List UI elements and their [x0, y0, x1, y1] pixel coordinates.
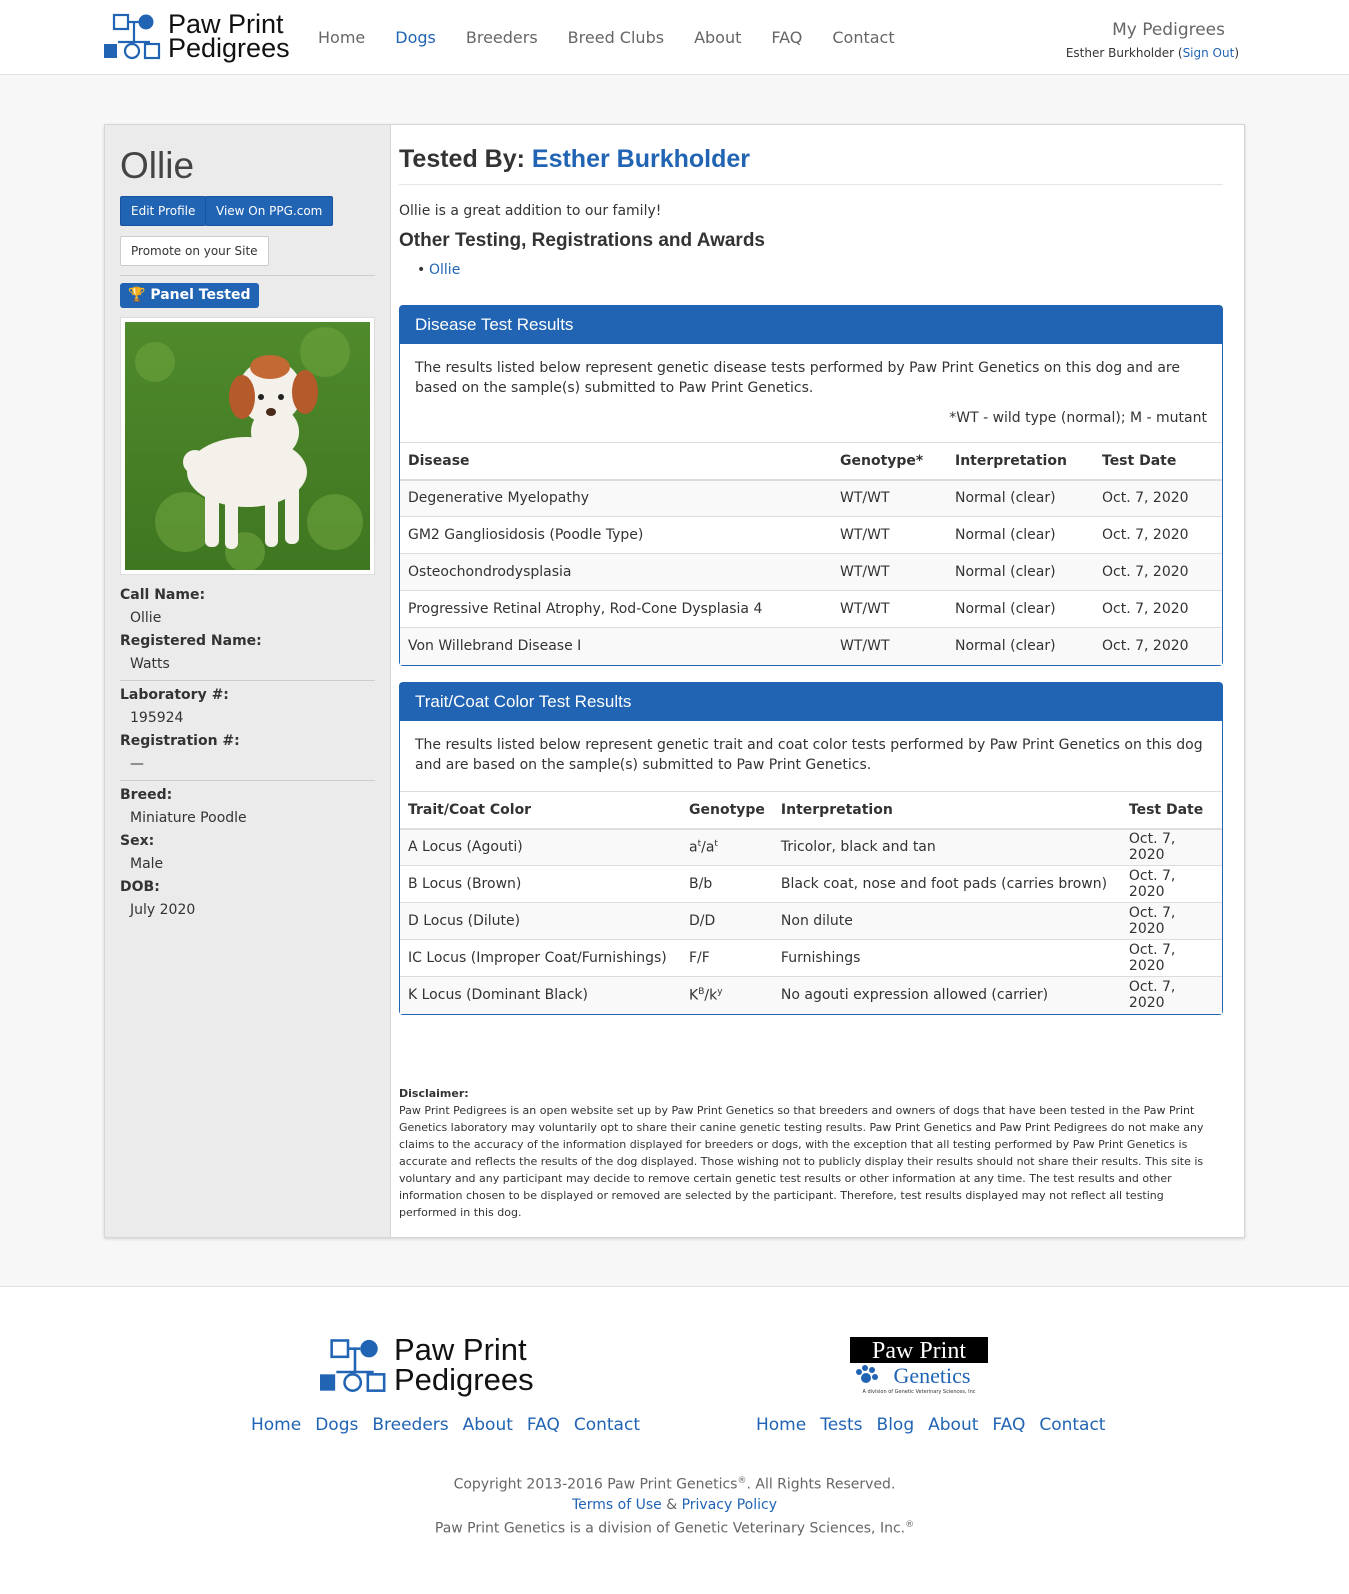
footer-ppg-blog[interactable]: Blog: [876, 1415, 915, 1435]
interpretation-cell: Normal (clear): [947, 628, 1094, 665]
trait-table: [400, 791, 1222, 1014]
footer-ppg-about[interactable]: About: [928, 1415, 979, 1435]
interpretation-cell: Tricolor, black and tan: [773, 829, 1121, 866]
table-row: [400, 829, 1222, 866]
other-testing-link[interactable]: • Ollie: [429, 262, 460, 278]
footer-nav-contact[interactable]: Contact: [573, 1415, 640, 1435]
account-area: [1066, 20, 1239, 60]
nav-breeders[interactable]: Breeders: [465, 28, 538, 47]
terms-link[interactable]: Terms of Use: [571, 1496, 662, 1513]
col-test-date: Test Date: [1094, 443, 1222, 480]
trait-cell: B Locus (Brown): [400, 866, 681, 903]
other-testing-heading: Other Testing, Registrations and Awards: [399, 230, 765, 251]
nav-dogs[interactable]: Dogs: [395, 28, 436, 47]
interpretation-cell: Normal (clear): [947, 480, 1094, 517]
disease-cell: Progressive Retinal Atrophy, Rod-Cone Dysplasia 4: [400, 591, 832, 628]
trait-cell: K Locus (Dominant Black): [400, 977, 681, 1014]
col-genotype: Genotype*: [832, 443, 947, 480]
dog-name: Ollie: [120, 145, 195, 186]
footer-genetics-nav: [756, 1415, 1119, 1435]
interpretation-cell: Furnishings: [773, 940, 1121, 977]
paw-icon: [856, 1365, 878, 1383]
registered-name-value: Watts: [130, 656, 170, 672]
table-row: [400, 940, 1222, 977]
genotype-cell: B/b: [681, 866, 773, 903]
footer-logo-text: [394, 1332, 534, 1397]
genotype-cell: F/F: [681, 940, 773, 977]
col-genotype: Genotype: [681, 792, 773, 829]
badge-label: Panel Tested: [150, 287, 251, 303]
my-pedigrees-link[interactable]: My Pedigrees: [1112, 20, 1225, 40]
dog-photo: [120, 317, 375, 575]
interpretation-cell: Normal (clear): [947, 591, 1094, 628]
sex-label: Sex:: [120, 833, 155, 849]
divider: [120, 275, 375, 276]
breed-label: Breed:: [120, 787, 173, 803]
date-cell: Oct. 7, 2020: [1094, 628, 1222, 665]
col-test-date: Test Date: [1121, 792, 1222, 829]
date-cell: Oct. 7, 2020: [1121, 903, 1222, 940]
top-navbar: [0, 0, 1349, 75]
edit-profile-button[interactable]: Edit Profile: [120, 196, 206, 226]
disease-cell: GM2 Gangliosidosis (Poodle Type): [400, 517, 832, 554]
view-on-ppg-button[interactable]: View On PPG.com: [205, 196, 333, 226]
col-trait: Trait/Coat Color: [400, 792, 681, 829]
divider: [120, 680, 375, 681]
date-cell: Oct. 7, 2020: [1094, 517, 1222, 554]
table-row: [400, 977, 1222, 1014]
legal-links: Terms of Use & Privacy Policy: [571, 1496, 778, 1513]
user-name: Esther Burkholder: [1065, 46, 1175, 60]
trait-intro: The results listed below represent genetic trait and coat color tests performed by Paw Print Genetics on this dog and are based on the sample(s) submitted to Paw Print Genetics.: [415, 737, 1203, 773]
genotype-cell: $a^t/a^t$: [681, 829, 773, 866]
trophy-icon: 🏆: [128, 287, 146, 303]
nav-breed-clubs[interactable]: Breed Clubs: [567, 28, 665, 47]
nav-contact[interactable]: Contact: [832, 28, 895, 47]
disease-intro: The results listed below represent genetic disease tests performed by Paw Print Genetics on this dog and are based on the sample(s) submitted to Paw Print Genetics.: [415, 360, 1180, 396]
col-disease: Disease: [400, 443, 832, 480]
tester-link[interactable]: Esther Burkholder: [531, 145, 751, 173]
trait-panel-title: Trait/Coat Color Test Results: [400, 683, 1222, 721]
nav-about[interactable]: About: [694, 28, 742, 47]
footer-ppg-faq[interactable]: FAQ: [992, 1415, 1026, 1435]
registration-label: Registration #:: [120, 733, 240, 749]
svg-text:Paw Print: Paw Print: [871, 1338, 967, 1364]
genotype-cell: WT/WT: [832, 591, 947, 628]
interpretation-cell: Normal (clear): [947, 517, 1094, 554]
dog-profile-card: [104, 124, 1245, 1238]
genotype-cell: WT/WT: [832, 628, 947, 665]
laboratory-value: 195924: [130, 710, 184, 726]
tested-by-heading: [399, 145, 1223, 185]
tested-by-label: Tested By:: [399, 145, 525, 173]
registration-value: —: [130, 756, 144, 772]
trait-cell: D Locus (Dilute): [400, 903, 681, 940]
date-cell: Oct. 7, 2020: [1094, 591, 1222, 628]
interpretation-cell: Normal (clear): [947, 554, 1094, 591]
logo-text: [168, 9, 290, 63]
nav-faq[interactable]: FAQ: [771, 28, 803, 47]
dog-description: Ollie is a great addition to our family!: [399, 203, 662, 219]
table-row: [400, 903, 1222, 940]
nav-home[interactable]: Home: [318, 28, 366, 47]
footer-nav-breeders[interactable]: Breeders: [372, 1415, 449, 1435]
disease-cell: Degenerative Myelopathy: [400, 480, 832, 517]
disclaimer-title: Disclaimer:: [399, 1087, 469, 1100]
disease-panel-title: Disease Test Results: [400, 306, 1222, 344]
table-row: [400, 866, 1222, 903]
footer-copyright: [0, 1471, 1349, 1538]
footer-pedigrees-logo[interactable]: [320, 1332, 534, 1397]
date-cell: Oct. 7, 2020: [1121, 866, 1222, 903]
footer-nav-dogs[interactable]: Dogs: [315, 1415, 359, 1435]
svg-text:A division of Genetic Veterina: A division of Genetic Veterinary Sciences, Inc: [862, 1389, 976, 1395]
genotype-cell: $K^B/k^y$: [681, 977, 773, 1014]
genotype-legend: *WT - wild type (normal); M - mutant: [949, 410, 1207, 426]
trait-panel-body: [400, 721, 1222, 791]
site-logo[interactable]: [104, 9, 290, 63]
table-row: [400, 480, 1222, 517]
svg-text:Genetics: Genetics: [893, 1363, 971, 1388]
footer-nav-about[interactable]: About: [462, 1415, 513, 1435]
date-cell: Oct. 7, 2020: [1121, 977, 1222, 1014]
footer-nav-faq[interactable]: FAQ: [526, 1415, 560, 1435]
trait-cell: IC Locus (Improper Coat/Furnishings): [400, 940, 681, 977]
copyright-line: Copyright 2013-2016 Paw Print Genetics®. All Rights Reserved.: [453, 1476, 896, 1493]
date-cell: Oct. 7, 2020: [1121, 940, 1222, 977]
registered-name-label: Registered Name:: [120, 633, 262, 649]
call-name-value: Ollie: [130, 610, 162, 626]
promote-button[interactable]: Promote on your Site: [120, 236, 269, 266]
logo-line-2: Pedigrees: [394, 1362, 534, 1397]
pedigree-logo-icon: [104, 12, 164, 60]
pedigree-logo-icon: [320, 1337, 390, 1393]
footer-ppg-tests[interactable]: Tests: [820, 1415, 863, 1435]
interpretation-cell: Black coat, nose and foot pads (carries brown): [773, 866, 1121, 903]
table-row: [400, 591, 1222, 628]
poodle-photo-image: [125, 322, 370, 570]
disclaimer: [399, 1085, 1215, 1221]
disease-cell: Von Willebrand Disease I: [400, 628, 832, 665]
col-interpretation: Interpretation: [947, 443, 1094, 480]
sign-out-link[interactable]: Sign Out: [1182, 46, 1235, 60]
logo-line-1: Paw Print: [394, 1332, 527, 1367]
trait-cell: A Locus (Agouti): [400, 829, 681, 866]
dob-value: July 2020: [130, 902, 196, 918]
logo-line-1: Paw Print: [168, 9, 284, 39]
footer-pedigrees-nav: [251, 1415, 654, 1435]
paw-print-genetics-logo-image: [850, 1337, 988, 1395]
genotype-cell: D/D: [681, 903, 773, 940]
signed-in-user: Esther Burkholder (Sign Out): [1065, 46, 1239, 60]
trait-results-panel: [399, 682, 1223, 1015]
panel-tested-badge: [120, 283, 259, 308]
privacy-link[interactable]: Privacy Policy: [681, 1496, 778, 1513]
division-line: Paw Print Genetics is a division of Genetic Veterinary Sciences, Inc.®: [434, 1519, 915, 1537]
divider: [120, 780, 375, 781]
table-row: [400, 554, 1222, 591]
dob-label: DOB:: [120, 879, 160, 895]
disease-panel-body: [400, 344, 1222, 442]
breed-value: Miniature Poodle: [130, 810, 247, 826]
interpretation-cell: No agouti expression allowed (carrier): [773, 977, 1121, 1014]
main-nav: [318, 28, 925, 47]
sex-value: Male: [130, 856, 164, 872]
footer-ppg-home[interactable]: Home: [756, 1415, 807, 1435]
logo-line-2: Pedigrees: [168, 33, 290, 63]
footer-ppg-contact[interactable]: Contact: [1039, 1415, 1106, 1435]
site-footer: [0, 1286, 1349, 1594]
table-row: [400, 628, 1222, 665]
disease-cell: Osteochondrodysplasia: [400, 554, 832, 591]
date-cell: Oct. 7, 2020: [1094, 480, 1222, 517]
footer-nav-home[interactable]: Home: [251, 1415, 302, 1435]
disease-table: [400, 442, 1222, 665]
date-cell: Oct. 7, 2020: [1094, 554, 1222, 591]
disease-results-panel: [399, 305, 1223, 666]
genotype-cell: WT/WT: [832, 517, 947, 554]
date-cell: Oct. 7, 2020: [1121, 829, 1222, 866]
disclaimer-text: Paw Print Pedigrees is an open website set up by Paw Print Genetics so that breeders and owners of dogs that have been tested in the Paw Print Genetics laboratory may voluntarily opt to share their canine genetic testing results. Paw Print Genetics and Paw Print Pedigrees do not make any claims to the accuracy of the information displayed for breeders or dogs, with the exception that all testing performed by Paw Print Genetics is accurate and reflects the results of the dog displayed. Those wishing not to publicly display their results should not share their results. This site is voluntary and any participant may decide to remove certain genetic test results or other information at any time. The test results and other information chosen to be displayed or removed are selected by the participant. Therefore, test results displayed may not reflect all testing performed in this dog.: [399, 1104, 1204, 1219]
genotype-cell: WT/WT: [832, 554, 947, 591]
dog-sidebar: [105, 125, 391, 1237]
table-row: [400, 517, 1222, 554]
interpretation-cell: Non dilute: [773, 903, 1121, 940]
genotype-cell: WT/WT: [832, 480, 947, 517]
call-name-label: Call Name:: [120, 587, 206, 603]
laboratory-label: Laboratory #:: [120, 687, 229, 703]
col-interpretation: Interpretation: [773, 792, 1121, 829]
paw-print-genetics-logo[interactable]: [850, 1337, 988, 1395]
